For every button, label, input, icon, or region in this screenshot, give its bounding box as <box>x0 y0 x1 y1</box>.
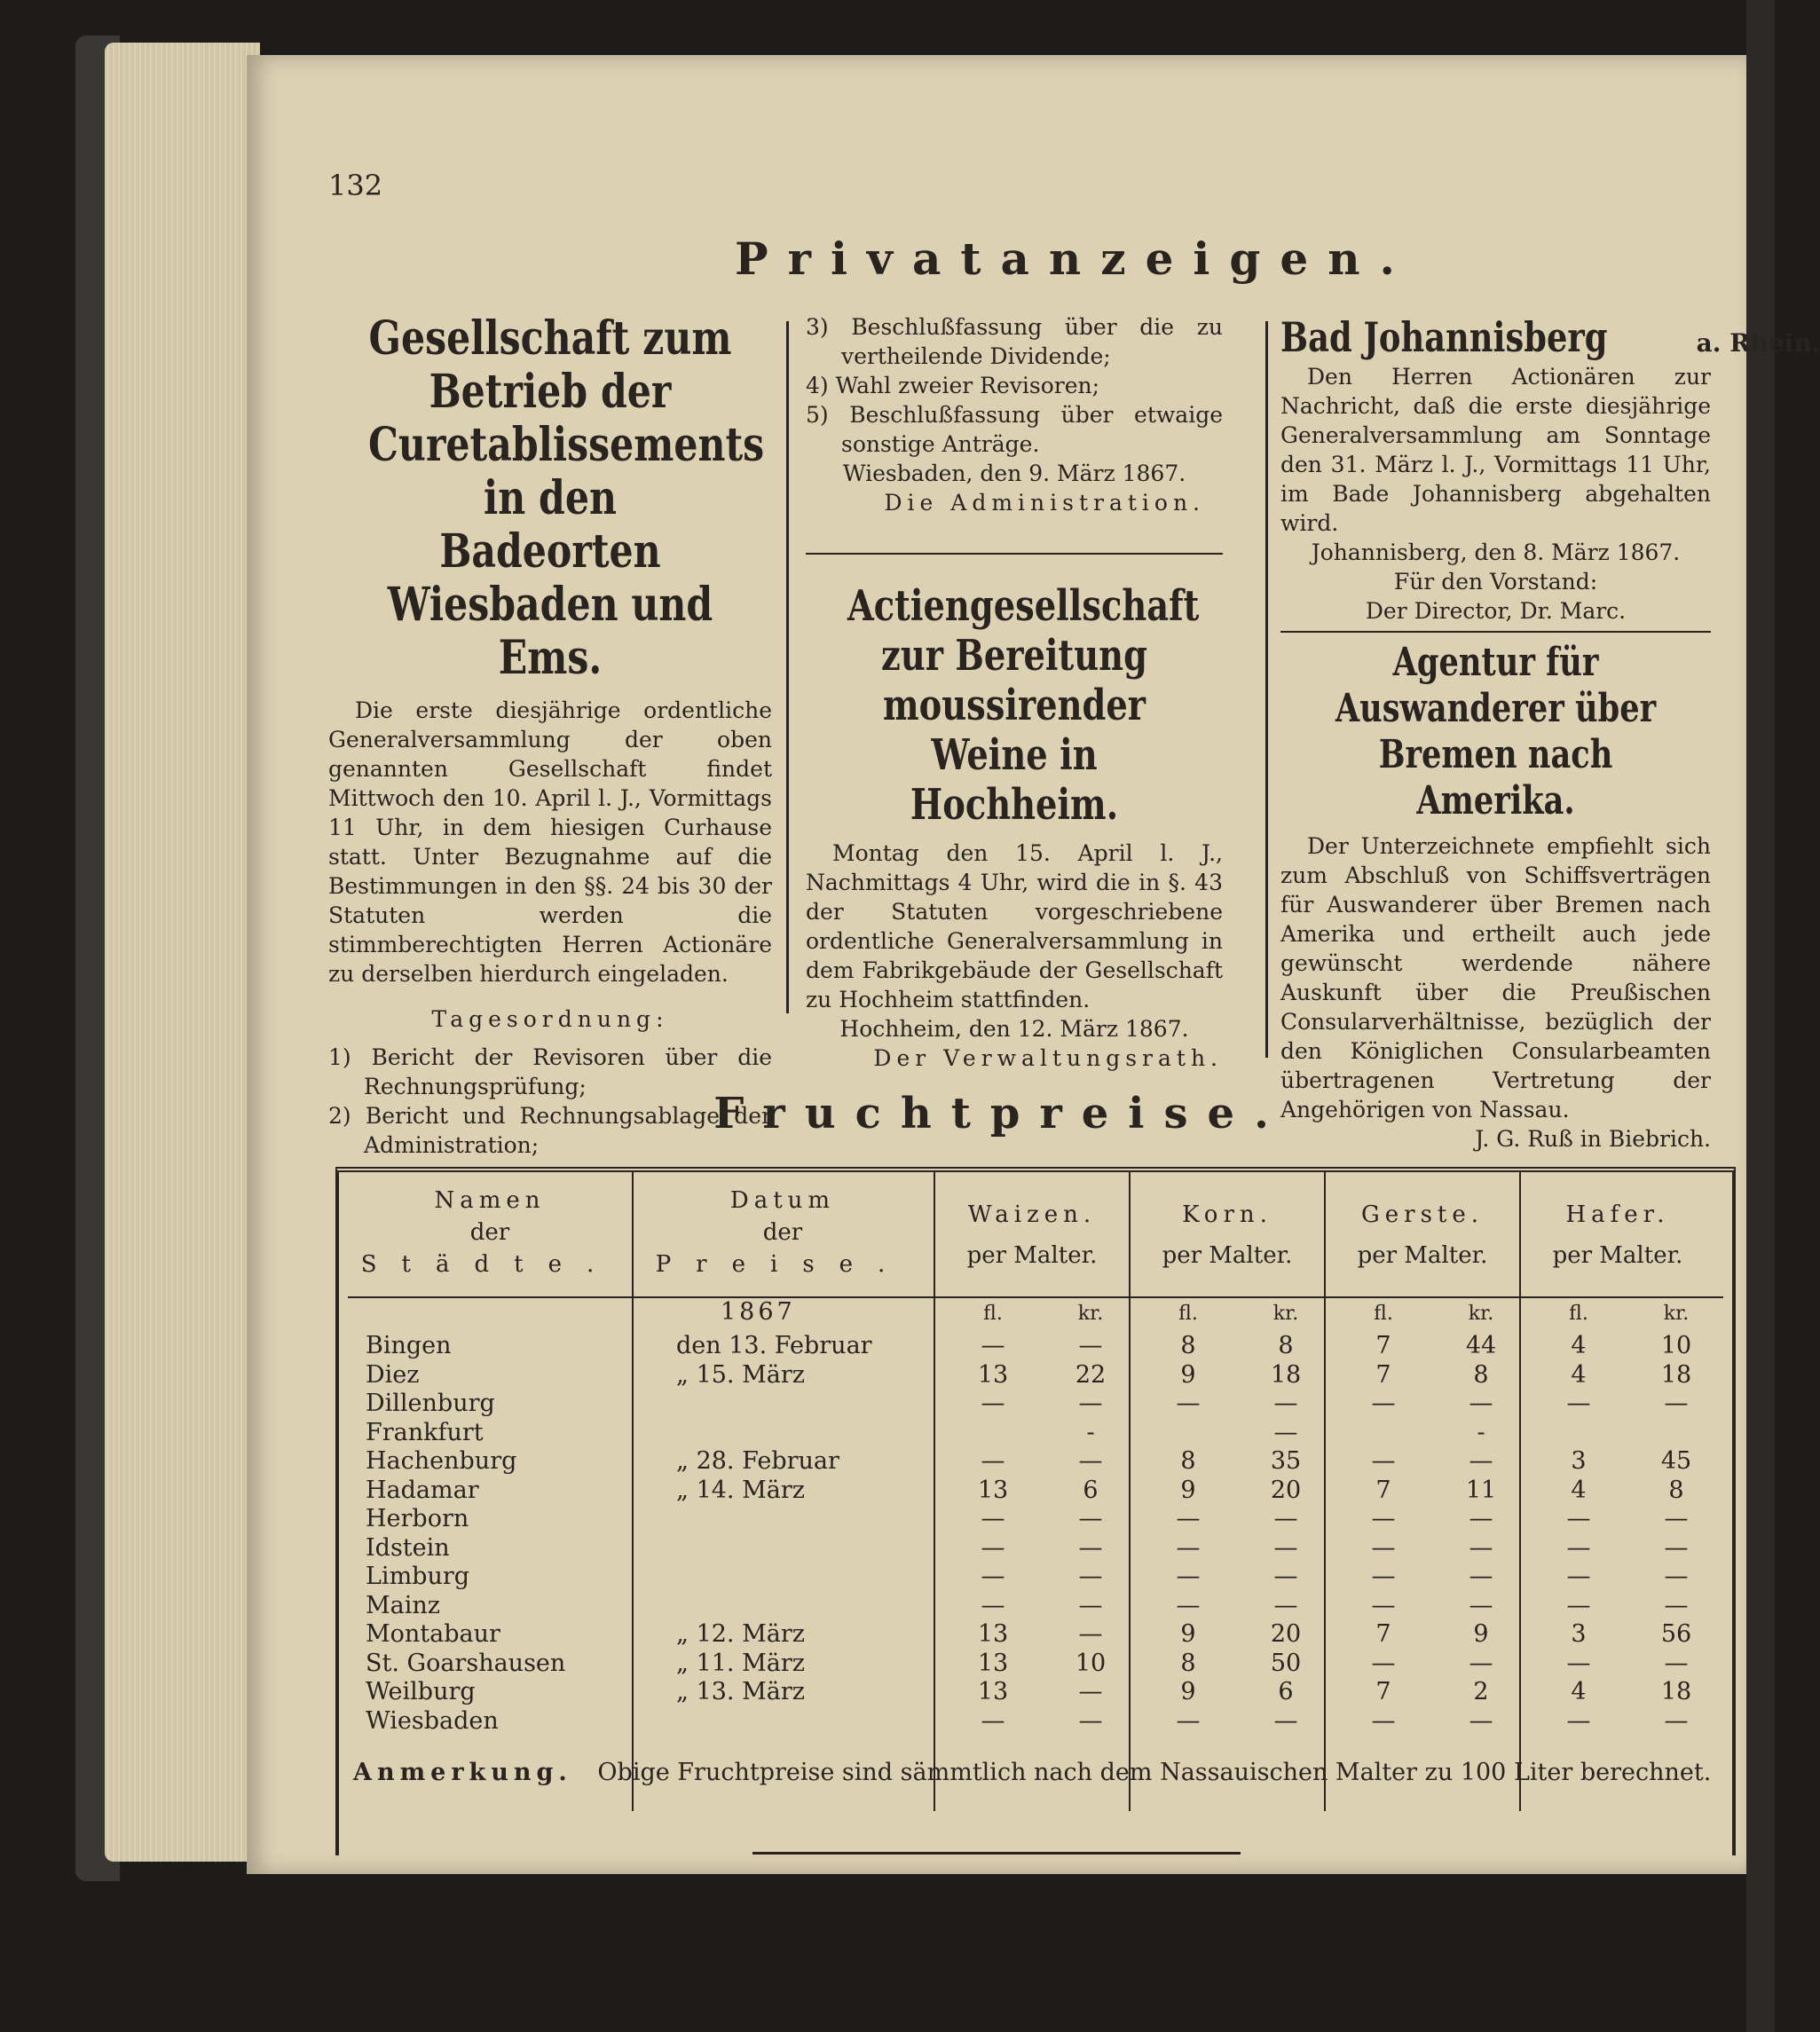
price-value: 4 <box>1571 1360 1587 1389</box>
price-value: — <box>1273 1505 1298 1532</box>
notice-title-johannisberg: Bad Johannisberg <box>1280 313 1608 361</box>
price-date: den 13. Februar <box>676 1332 872 1359</box>
header-cities <box>357 1185 623 1280</box>
price-value: 10 <box>1075 1649 1107 1677</box>
price-date: „ 15. März <box>676 1360 805 1389</box>
city-name: Montabaur <box>366 1620 500 1648</box>
header-text: Preise. <box>655 1251 910 1278</box>
signature: Die Administration. <box>884 490 1205 516</box>
price-value: 8 <box>1180 1332 1196 1359</box>
price-value: — <box>1469 1706 1493 1735</box>
price-value: 7 <box>1375 1476 1391 1504</box>
notice-title: Gesellschaft zum Betrieb der Curetablissements in den Badeorten Wiesbaden und Ems. <box>368 311 765 685</box>
price-value: — <box>981 1563 1005 1590</box>
table-title: Fruchtpreise. <box>713 1089 1288 1138</box>
price-value: 8 <box>1180 1649 1196 1677</box>
notice-title-agentur: Agentur für Auswanderer über Bremen nach Amerika. <box>1335 640 1657 823</box>
price-value: — <box>1664 1591 1689 1619</box>
price-value: 4 <box>1571 1332 1587 1359</box>
price-value: — <box>1566 1649 1591 1677</box>
note-label: Anmerkung. <box>353 1759 572 1786</box>
price-value: — <box>1566 1563 1591 1590</box>
price-value: — <box>1078 1447 1103 1475</box>
notice-body: Die erste diesjährige ordentliche Generalversammlung der oben genannten Gesellschaft findet Mittwoch den 10. April l. J., Vormittags 11 Uhr, in dem hiesigen Curhause statt. Unter Bezugnahme auf die Bestimmungen in den §§. 24 bis 30 der Statuten werden die stimmberechtigten Herren Actionäre zu derselben hierdurch eingeladen. <box>328 697 772 987</box>
agenda-item-3: 3) Beschlußfassung über die zu vertheilende Dividende; <box>806 314 1223 369</box>
for-board: Für den Vorstand: <box>1393 569 1598 595</box>
price-value: — <box>1664 1649 1689 1677</box>
price-value: — <box>1078 1390 1103 1417</box>
agenda-item-4: 4) Wahl zweier Revisoren; <box>806 373 1100 398</box>
price-value: — <box>1078 1505 1103 1532</box>
header-rule <box>348 1296 1723 1298</box>
price-value: 8 <box>1473 1360 1489 1389</box>
price-value: — <box>1566 1706 1591 1735</box>
header-gerste <box>1326 1199 1519 1272</box>
agenda-item-1: 1) Bericht der Revisoren über die Rechnungsprüfung; <box>328 1044 772 1099</box>
agenda-title: Tagesordnung: <box>431 1006 669 1032</box>
unit-fl-1: fl. <box>1178 1303 1198 1325</box>
city-name: Weilburg <box>366 1678 476 1705</box>
notice-column-2 <box>806 312 1223 1073</box>
price-value: — <box>981 1390 1005 1417</box>
city-name: St. Goarshausen <box>366 1649 566 1677</box>
header-korn <box>1131 1199 1324 1272</box>
price-value: — <box>1664 1706 1689 1735</box>
price-value: — <box>1078 1563 1103 1590</box>
notice-body-johannisberg: Den Herren Actionären zur Nachricht, daß die erste diesjährige Generalversammlung am Sonntage den 31. März l. J., Vormittags 11 Uhr, im Bade Johannisberg abgehalten wird. <box>1280 364 1711 536</box>
price-value: — <box>1176 1390 1201 1417</box>
price-date: „ 14. März <box>676 1476 805 1504</box>
price-value: — <box>1664 1563 1689 1590</box>
price-value: 22 <box>1075 1360 1107 1389</box>
price-value: - <box>1477 1418 1485 1446</box>
col-line <box>632 1172 634 1811</box>
price-value: 13 <box>977 1476 1009 1504</box>
notice-curetablissements <box>328 312 772 1160</box>
unit-kr-2: kr. <box>1468 1303 1494 1325</box>
price-value: — <box>1469 1591 1493 1619</box>
unit-fl-3: fl. <box>1569 1303 1588 1325</box>
price-value: — <box>1078 1533 1103 1562</box>
per-malter: per Malter. <box>1552 1242 1683 1269</box>
price-value: 9 <box>1180 1360 1196 1389</box>
price-value: 18 <box>1270 1360 1302 1389</box>
price-value: — <box>1469 1649 1493 1677</box>
price-value: — <box>981 1533 1005 1562</box>
header-hafer <box>1521 1199 1714 1272</box>
price-value: 4 <box>1571 1476 1587 1504</box>
per-malter: per Malter. <box>1162 1242 1293 1269</box>
column-divider-2 <box>1265 321 1268 1058</box>
price-value: — <box>1078 1591 1103 1619</box>
price-date: „ 28. Februar <box>676 1447 839 1475</box>
unit-fl-0: fl. <box>983 1303 1003 1325</box>
price-value: — <box>1273 1706 1298 1735</box>
price-date: „ 12. März <box>676 1620 805 1648</box>
price-value: — <box>1078 1678 1103 1705</box>
unit-fl-2: fl. <box>1374 1303 1393 1325</box>
price-value: — <box>1371 1390 1396 1417</box>
grain-name: Gerste. <box>1360 1201 1485 1228</box>
price-value: 9 <box>1180 1476 1196 1504</box>
price-value: — <box>1469 1563 1493 1590</box>
price-value: — <box>981 1447 1005 1475</box>
rule <box>806 553 1223 555</box>
city-name: Hachenburg <box>366 1447 517 1475</box>
unit-kr-1: kr. <box>1272 1303 1299 1325</box>
price-value: 2 <box>1473 1678 1489 1705</box>
price-date: „ 13. März <box>676 1678 805 1705</box>
price-value: — <box>981 1706 1005 1735</box>
notice-column-3 <box>1280 312 1820 1154</box>
price-value: — <box>1273 1591 1298 1619</box>
page-edges <box>105 43 260 1862</box>
price-value: 9 <box>1180 1620 1196 1648</box>
price-value: — <box>981 1332 1005 1359</box>
city-name: Frankfurt <box>366 1418 484 1446</box>
notice-title-suffix: a. Rhein. <box>1696 328 1820 358</box>
background-strip <box>1746 0 1775 2032</box>
price-value: — <box>1273 1563 1298 1590</box>
place-date-hochheim: Hochheim, den 12. März 1867. <box>839 1016 1189 1042</box>
price-value: — <box>1078 1706 1103 1735</box>
price-value: — <box>1469 1390 1493 1417</box>
price-value: 6 <box>1278 1678 1294 1705</box>
price-value: 8 <box>1180 1447 1196 1475</box>
grain-name: Korn. <box>1182 1201 1272 1228</box>
price-value: — <box>1371 1649 1396 1677</box>
price-value: — <box>1469 1533 1493 1562</box>
city-name: Wiesbaden <box>366 1706 499 1735</box>
price-value: 18 <box>1660 1678 1692 1705</box>
unit-kr-0: kr. <box>1077 1303 1104 1325</box>
price-value: — <box>1566 1505 1591 1532</box>
city-name: Mainz <box>366 1591 440 1619</box>
price-value: - <box>1086 1418 1095 1446</box>
price-value: 20 <box>1270 1476 1302 1504</box>
header-waizen <box>935 1199 1129 1272</box>
price-value: — <box>1469 1505 1493 1532</box>
price-value: 9 <box>1180 1678 1196 1705</box>
price-value: — <box>981 1591 1005 1619</box>
rule <box>1280 631 1711 633</box>
price-value: 3 <box>1571 1620 1587 1648</box>
notice-title-hochheim: Actiengesellschaft zur Bereitung moussirender Weine in Hochheim. <box>847 581 1200 830</box>
grain-name: Waizen. <box>967 1201 1097 1228</box>
price-value: — <box>1371 1505 1396 1532</box>
city-name: Diez <box>366 1360 420 1389</box>
header-text: Namen <box>434 1187 546 1214</box>
price-value: — <box>1176 1706 1201 1735</box>
price-value: — <box>1566 1390 1591 1417</box>
price-value: — <box>1664 1505 1689 1532</box>
price-value: — <box>1273 1418 1298 1446</box>
place-date-johannisberg: Johannisberg, den 8. März 1867. <box>1311 540 1681 565</box>
price-value: — <box>1469 1447 1493 1475</box>
price-date: „ 11. März <box>676 1649 805 1677</box>
price-value: 7 <box>1375 1678 1391 1705</box>
header-text: Datum <box>729 1187 836 1214</box>
price-value: — <box>1566 1591 1591 1619</box>
price-value: — <box>1664 1533 1689 1562</box>
table-note <box>353 1759 1737 1786</box>
notice-body-agentur: Der Unterzeichnete empfiehlt sich zum Abschluß von Schiffsverträgen für Auswanderer über Bremen nach Amerika und ertheilt auch jede gewünscht werdende nähere Auskunft über die Preußischen Consularverhältnisse, bezüglich der den Königlichen Consularbeamten übertragenen Vertretung der Angehörigen von Nassau. <box>1280 833 1711 1122</box>
agenda-item-5: 5) Beschlußfassung über etwaige sonstige Anträge. <box>806 402 1223 457</box>
city-name: Hadamar <box>366 1476 479 1504</box>
price-value: 11 <box>1465 1476 1497 1504</box>
year: 1867 <box>721 1298 796 1326</box>
price-value: — <box>1371 1706 1396 1735</box>
price-value: — <box>1176 1591 1201 1619</box>
notice-body-hochheim: Montag den 15. April l. J., Nachmittags 4 Uhr, wird die in §. 43 der Statuten vorgeschriebene ordentliche Generalversammlung in dem Fabrikgebäude der Gesellschaft zu Hochheim stattfinden. <box>806 840 1223 1012</box>
price-value: 20 <box>1270 1620 1302 1648</box>
signature-agentur: J. G. Ruß in Biebrich. <box>1475 1126 1711 1152</box>
price-value: — <box>1371 1533 1396 1562</box>
price-value: 13 <box>977 1649 1009 1677</box>
column-divider-1 <box>786 321 789 1013</box>
note-text: Obige Fruchtpreise sind sämmtlich nach dem Nassauischen Malter zu 100 Liter berechnet. <box>597 1759 1712 1786</box>
price-value: 8 <box>1278 1332 1294 1359</box>
header-text: Städte. <box>360 1251 619 1278</box>
section-title: Privatanzeigen. <box>735 232 1414 285</box>
agenda-item-2: 2) Bericht und Rechnungsablage der Administration; <box>328 1103 772 1158</box>
price-value: — <box>1273 1390 1298 1417</box>
header-text: der <box>469 1219 510 1246</box>
price-value: 6 <box>1083 1476 1099 1504</box>
price-value: — <box>1078 1620 1103 1648</box>
price-value: 3 <box>1571 1447 1587 1475</box>
header-text: der <box>762 1219 803 1246</box>
price-value: — <box>981 1505 1005 1532</box>
city-name: Limburg <box>366 1563 470 1590</box>
book-page <box>247 55 1820 1874</box>
price-value: 13 <box>977 1620 1009 1648</box>
per-malter: per Malter. <box>966 1242 1098 1269</box>
price-value: 18 <box>1660 1360 1692 1389</box>
price-value: 4 <box>1571 1678 1587 1705</box>
price-value: — <box>1664 1390 1689 1417</box>
price-value: 7 <box>1375 1360 1391 1389</box>
place-date: Wiesbaden, den 9. März 1867. <box>842 461 1186 486</box>
header-dates <box>641 1185 925 1280</box>
price-value: — <box>1371 1591 1396 1619</box>
price-value: 9 <box>1473 1620 1489 1648</box>
price-value: 44 <box>1465 1332 1497 1359</box>
price-value: 56 <box>1660 1620 1692 1648</box>
page-number: 132 <box>328 169 383 202</box>
price-value: 50 <box>1270 1649 1302 1677</box>
city-name: Idstein <box>366 1533 450 1562</box>
price-value: — <box>1078 1332 1103 1359</box>
price-value: — <box>1176 1533 1201 1562</box>
price-value: 8 <box>1668 1476 1684 1504</box>
price-value: 10 <box>1660 1332 1692 1359</box>
signature-johannisberg: Der Director, Dr. Marc. <box>1365 598 1627 624</box>
city-name: Bingen <box>366 1332 452 1359</box>
price-value: — <box>1273 1533 1298 1562</box>
price-value: 13 <box>977 1360 1009 1389</box>
grain-name: Hafer. <box>1565 1201 1670 1228</box>
price-value: — <box>1566 1533 1591 1562</box>
price-value: 7 <box>1375 1620 1391 1648</box>
price-value: 7 <box>1375 1332 1391 1359</box>
unit-kr-3: kr. <box>1663 1303 1690 1325</box>
city-name: Dillenburg <box>366 1390 495 1417</box>
price-value: — <box>1371 1563 1396 1590</box>
price-value: 13 <box>977 1678 1009 1705</box>
price-value: — <box>1176 1563 1201 1590</box>
price-value: 45 <box>1660 1447 1692 1475</box>
city-name: Herborn <box>366 1505 469 1532</box>
price-table <box>335 1167 1736 1855</box>
price-value: — <box>1176 1505 1201 1532</box>
price-value: — <box>1371 1447 1396 1475</box>
per-malter: per Malter. <box>1357 1242 1488 1269</box>
bottom-rule <box>752 1852 1241 1855</box>
signature-hochheim: Der Verwaltungsrath. <box>873 1045 1223 1071</box>
price-value: 35 <box>1270 1447 1302 1475</box>
